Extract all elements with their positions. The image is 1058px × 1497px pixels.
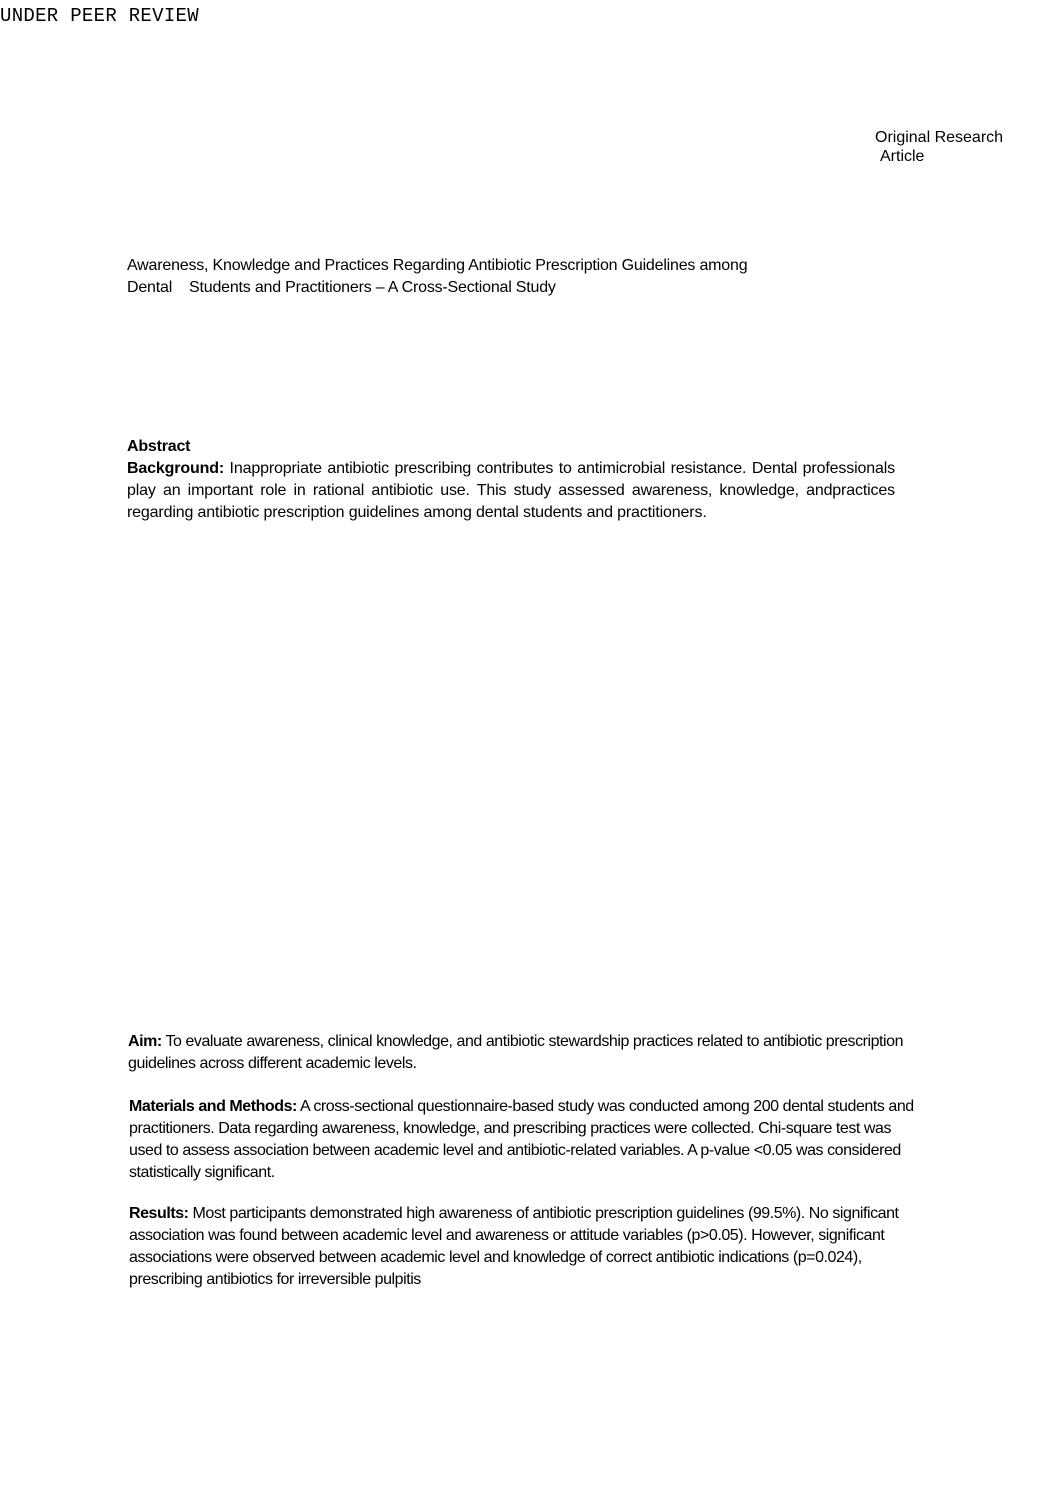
background-text: Inappropriate antibiotic prescribing contributes to antimicrobial resistance. Dental professionals play an important role in rational antibiotic use. This study assessed awareness, knowledge, andpractices regarding antibiotic prescription guidelines among dental students and practitioners. <box>127 460 895 521</box>
aim-label: Aim: <box>128 1033 162 1050</box>
paper-title <box>127 255 867 299</box>
peer-review-watermark: UNDER PEER REVIEW <box>0 5 199 27</box>
abstract-results <box>129 1203 919 1291</box>
results-text: Most participants demonstrated high awareness of antibiotic prescription guidelines (99.5%). No significant association was found between academic level and awareness or attitude variables (p>0.05). However, significant associations were observed between academic level and knowledge of correct antibiotic indications (p=0.024), prescribing antibiotics for irreversible pulpitis <box>129 1205 899 1288</box>
article-type-line-2: Article <box>880 148 925 165</box>
paper-title-line-1: Awareness, Knowledge and Practices Regarding Antibiotic Prescription Guidelines among <box>127 257 748 274</box>
methods-label: Materials and Methods: <box>129 1098 297 1115</box>
abstract-methods <box>129 1096 919 1184</box>
background-label: Background: <box>127 460 225 477</box>
methods-text: A cross-sectional questionnaire-based study was conducted among 200 dental students and practitioners. Data regarding awareness, knowledge, and prescribing practices were collected. Chi-square test was used to assess association between academic level and antibiotic-related variables. A p-value <0.05 was considered statistically significant. <box>129 1098 914 1181</box>
paper-title-line-2: Dental Students and Practitioners – A Cross-Sectional Study <box>127 279 556 296</box>
abstract-aim <box>128 1031 918 1075</box>
article-type-label <box>875 128 1003 166</box>
abstract-heading: Abstract <box>127 438 191 455</box>
abstract-block <box>127 436 895 524</box>
abstract-background <box>127 458 895 524</box>
aim-text: To evaluate awareness, clinical knowledge, and antibiotic stewardship practices related to antibiotic prescription guidelines across different academic levels. <box>128 1033 904 1072</box>
results-label: Results: <box>129 1205 189 1222</box>
article-type-line-1: Original Research <box>875 129 1004 146</box>
